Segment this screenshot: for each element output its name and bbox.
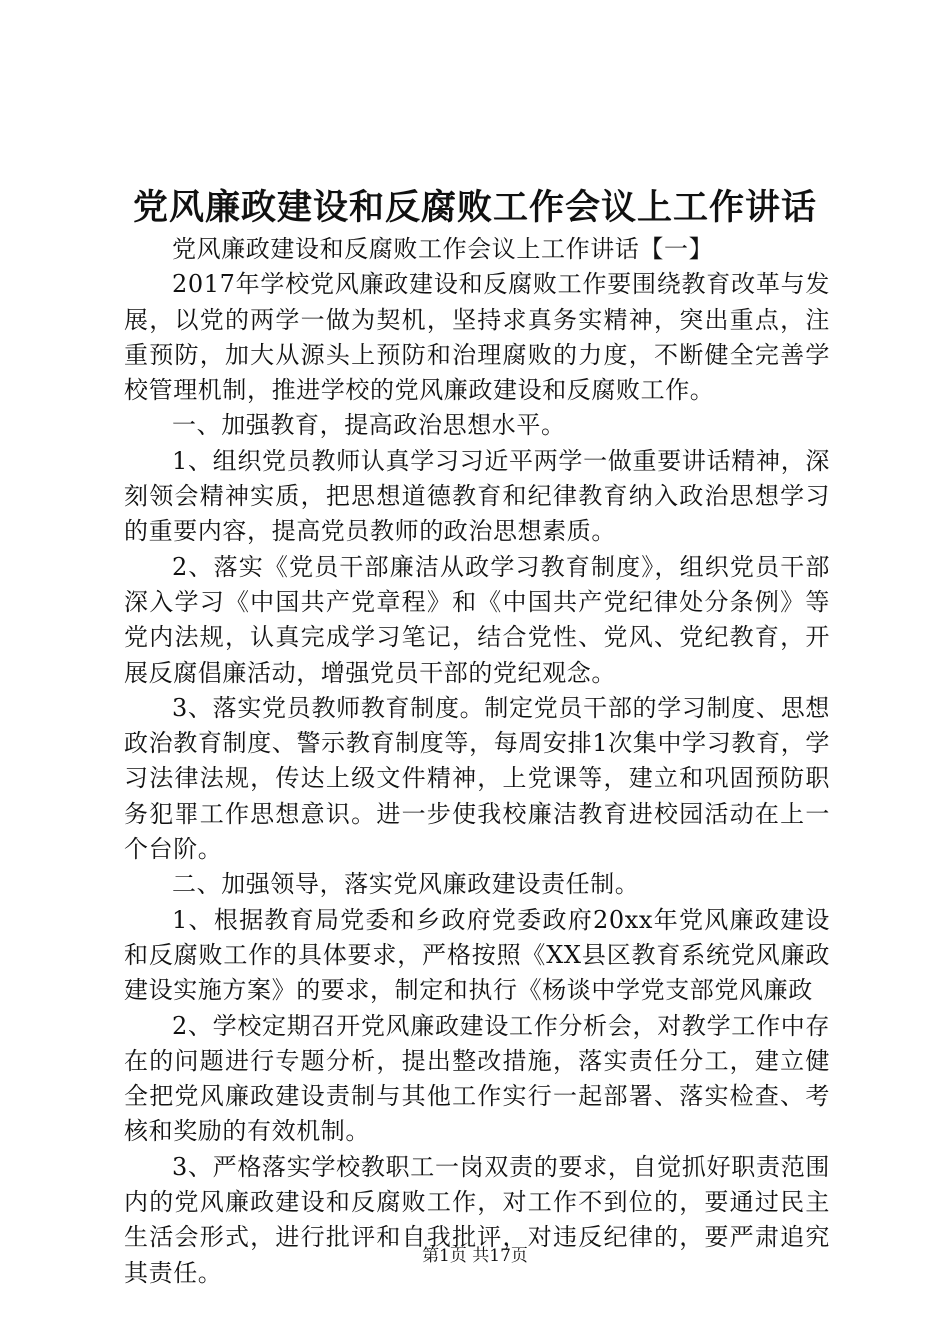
document-title: 党风廉政建设和反腐败工作会议上工作讲话: [132, 187, 817, 228]
paragraph: 1、组织党员教师认真学习习近平两学一做重要讲话精神，深刻领会精神实质，把思想道德教育和纪律教育纳入政治思想学习的重要内容，提高党员教师的政治思想素质。: [124, 446, 830, 546]
paragraph: 1、根据教育局党委和乡政府党委政府20xx年党风廉政建设和反腐败工作的具体要求，严格按照《XX县区教育系统党风廉政建设实施方案》的要求，制定和执行《杨谈中学党支部党风廉政: [124, 905, 830, 1005]
paragraph: 3、落实党员教师教育制度。制定党员干部的学习制度、思想政治教育制度、警示教育制度等，每周安排1次集中学习教育，学习法律法规，传达上级文件精神，上党课等，建立和巩固预防职务犯罪工作思想意识。进一步使我校廉洁教育进校园活动在上一个台阶。: [124, 693, 830, 864]
paragraph: 2、落实《党员干部廉洁从政学习教育制度》，组织党员干部深入学习《中国共产党章程》和《中国共产党纪律处分条例》等党内法规，认真完成学习笔记，结合党性、党风、党纪教育，开展反腐倡廉活动，增强党员干部的党纪观念。: [124, 552, 830, 687]
section-heading: 党风廉政建设和反腐败工作会议上工作讲话【一】: [172, 235, 714, 263]
paragraph: 3、严格落实学校教职工一岗双责的要求，自觉抓好职责范围内的党风廉政建设和反腐败工作，对工作不到位的，要通过民主生活会形式，进行批评和自我批评，对违反纪律的，要严肃追究其责任。: [124, 1152, 830, 1287]
document-body: [124, 232, 830, 1291]
paragraph: 2、学校定期召开党风廉政建设工作分析会，对教学工作中存在的问题进行专题分析，提出整改措施，落实责任分工，建立健全把党风廉政建设责制与其他工作实行一起部署、落实检查、考核和奖励的有效机制。: [124, 1011, 830, 1146]
section-heading: 一、加强教育，提高政治思想水平。: [172, 411, 566, 440]
section-heading: 二、加强领导，落实党风廉政建设责任制。: [172, 870, 640, 899]
page-number-footer: 第1页 共17页: [422, 1246, 528, 1266]
paragraph: 2017年学校党风廉政建设和反腐败工作要围绕教育改革与发展，以党的两学一做为契机，坚持求真务实精神，突出重点，注重预防，加大从源头上预防和治理腐败的力度，不断健全完善学校管理机制，推进学校的党风廉政建设和反腐败工作。: [124, 270, 830, 405]
